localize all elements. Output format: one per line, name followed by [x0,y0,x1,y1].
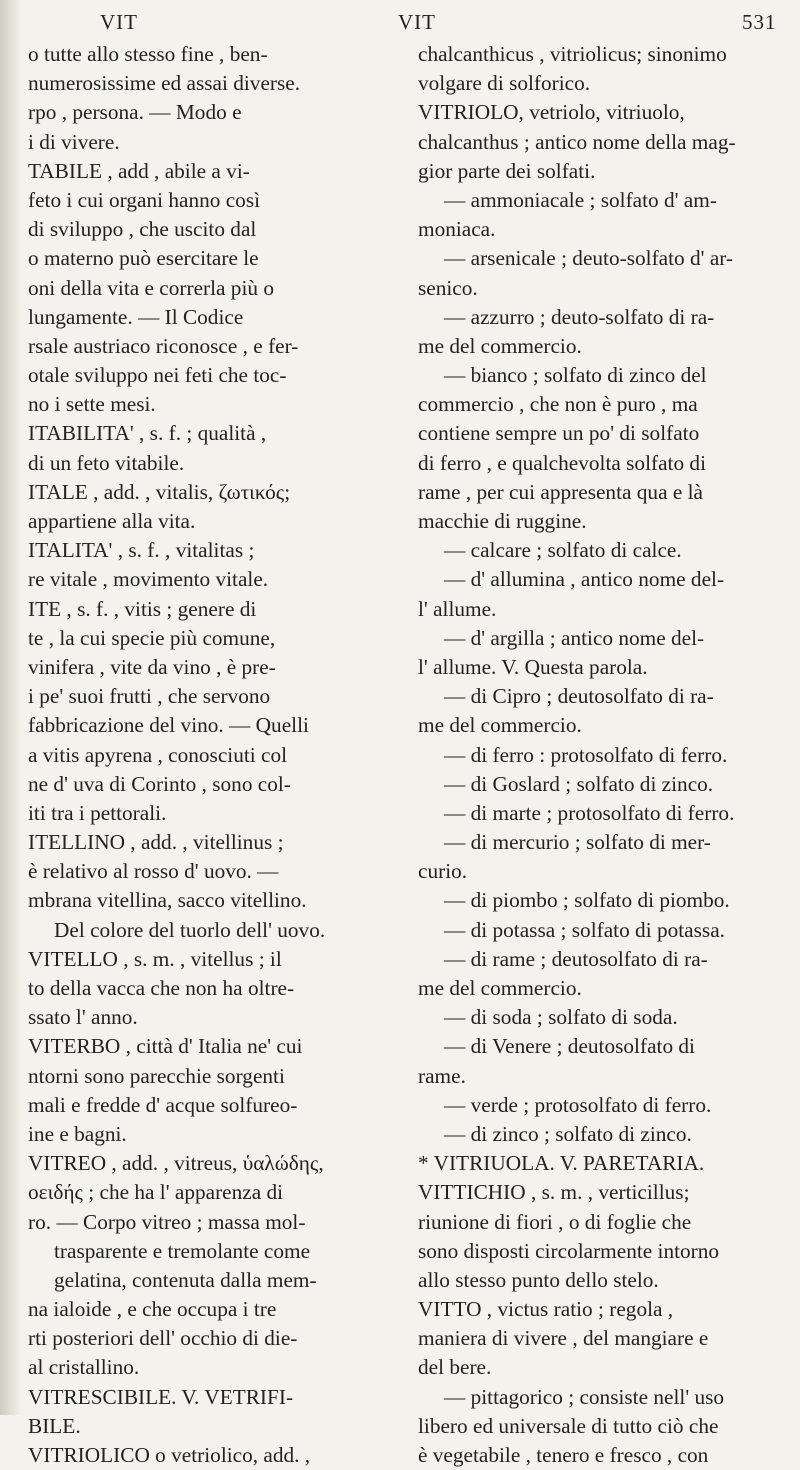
left-column-line: ro. — Corpo vitreo ; massa mol- [28,1209,306,1234]
left-column-line: otale sviluppo nei feti che toc- [28,363,287,388]
right-column-line: me del commercio. [418,333,582,358]
right-column-line: — d' argilla ; antico nome del- [444,625,705,650]
left-column-line: oni della vita e correrla più o [28,275,274,300]
left-column-line: TABILE , add , abile a vi- [28,158,250,183]
right-column-line: — azzurro ; deuto-solfato di ra- [444,304,715,329]
left-column-line: to della vacca che non ha oltre- [28,976,295,1000]
left-column-line: appartiene alla vita. [28,509,196,533]
right-column-line: — calcare ; solfato di calce. [444,538,682,563]
right-column-line: — di mercurio ; solfato di mer- [444,830,711,855]
left-column-line: ITALE , add. , vitalis, ζωτικός; [28,479,291,504]
right-column-line: maniera di vivere , del mangiare e [418,1326,709,1351]
right-column-line: — di zinco ; solfato di zinco. [444,1121,692,1146]
left-column-line: ITELLINO , add. , vitellinus ; [28,830,284,855]
right-column-header: VIT [398,10,436,34]
right-column-line: gior parte dei solfati. [418,158,596,183]
left-column-header: VIT [100,10,138,34]
right-column-line: VITTICHIO , s. m. , verticillus; [418,1180,690,1205]
left-column-line: numerosissime ed assai diverse. [28,71,301,96]
left-column-line: te , la cui specie più comune, [28,625,276,650]
right-column-line: — pittagorico ; consiste nell' uso [444,1384,725,1409]
right-column-line: — di rame ; deutosolfato di ra- [444,946,708,971]
right-column-line: — bianco ; solfato di zinco del [444,363,707,388]
right-column-line: VITTO , victus ratio ; regola , [418,1297,674,1322]
left-column-line: na ialoide , e che occupa i tre [28,1297,277,1322]
left-column-line: ntorni sono parecchie sorgenti [28,1063,285,1088]
left-column-line: VITERBO , città d' Italia ne' cui [28,1034,303,1059]
right-column-line: — di soda ; solfato di soda. [444,1005,678,1030]
right-column-line: rame , per cui appresenta qua e là [418,479,703,504]
left-column-line: o materno può esercitare le [28,246,259,271]
right-column-line: l' allume. [418,596,497,621]
right-column-line: me del commercio. [418,713,582,738]
right-column-line: VITRIOLO, vetriolo, vitriuolo, [418,100,685,125]
right-column-line: chalcanthus ; antico nome della mag- [418,129,736,154]
right-text-column [418,40,788,1470]
left-column-line: Del colore del tuorlo dell' uovo. [54,917,326,942]
left-column-line: gelatina, contenuta dalla mem- [54,1267,317,1292]
right-column-line: è vegetabile , tenero e fresco , con [418,1443,709,1467]
right-column-line: riunione di fiori , o di foglie che [418,1209,692,1234]
left-column-line: VITRIOLICO o vetriolico, add. , [28,1443,311,1467]
left-column-line: ITABILITA' , s. f. ; qualità , [28,421,267,446]
left-column-line: ITE , s. f. , vitis ; genere di [28,596,257,621]
right-column-line: sono disposti circolarmente intorno [418,1238,720,1263]
right-column-line: — di Goslard ; solfato di zinco. [444,771,714,796]
left-column-line: mbrana vitellina, sacco vitellino. [28,888,307,913]
right-column-line: di ferro , e qualchevolta solfato di [418,450,706,475]
left-column-line: οειδής ; che ha l' apparenza di [28,1180,284,1205]
right-column-line: libero ed universale di tutto ciò che [418,1413,719,1438]
left-column-line: VITRESCIBILE. V. VETRIFI- [28,1384,294,1409]
left-column-line: no i sette mesi. [28,392,156,417]
right-column-line: commercio , che non è puro , ma [418,392,698,417]
right-column-line: — di Venere ; deutosolfato di [444,1034,695,1059]
right-column-line: volgare di solforico. [418,71,591,96]
left-column-line: VITREO , add. , vitreus, ὑαλώδης, [28,1151,324,1176]
left-column-line: ne d' uva di Corinto , sono col- [28,771,291,796]
left-text-column [28,40,400,1470]
right-column-line: me del commercio. [418,976,582,1000]
right-column-line: l' allume. V. Questa parola. [418,654,648,679]
left-column-line: re vitale , movimento vitale. [28,567,269,592]
left-column-line: rpo , persona. — Modo e [28,100,242,125]
left-column-line: iti tra i pettorali. [28,800,167,825]
right-column-line: macchie di ruggine. [418,509,587,533]
right-column-line: — ammoniacale ; solfato d' am- [444,187,717,212]
right-column-line: — di marte ; protosolfato di ferro. [444,800,735,825]
right-column-line: — arsenicale ; deuto-solfato d' ar- [444,246,734,271]
left-column-line: è relativo al rosso d' uovo. — [28,859,279,884]
left-column-line: lungamente. — Il Codice [28,304,244,329]
left-column-line: trasparente e tremolante come [54,1238,311,1263]
right-column-line: contiene sempre un po' di solfato [418,421,700,446]
left-column-line: BILE. [28,1413,81,1438]
right-column-line: curio. [418,859,468,884]
left-column-line: o tutte allo stesso fine , ben- [28,42,268,66]
left-column-line: di un feto vitabile. [28,450,185,475]
left-column-line: a vitis apyrena , conosciuti col [28,742,288,767]
left-column-line: al cristallino. [28,1355,140,1380]
left-column-line: ine e bagni. [28,1121,127,1146]
left-column-line: ITALITA' , s. f. , vitalitas ; [28,538,255,563]
left-column-line: mali e fredde d' acque solfureo- [28,1092,298,1117]
right-column-line: moniaca. [418,217,496,242]
right-column-line: * VITRIUOLA. V. PARETARIA. [418,1151,705,1176]
right-column-line: — di potassa ; solfato di potassa. [444,917,725,942]
left-column-line: i pe' suoi frutti , che servono [28,684,271,709]
right-column-line: — di piombo ; solfato di piombo. [444,888,730,913]
right-column-line: — di ferro : protosolfato di ferro. [444,742,728,767]
right-column-line: senico. [418,275,478,300]
right-column-line: rame. [418,1063,466,1088]
right-column-line: chalcanthicus , vitriolicus; sinonimo [418,42,727,66]
left-column-line: rsale austriaco riconosce , e fer- [28,333,299,358]
right-column-line: — verde ; protosolfato di ferro. [444,1092,712,1117]
page-gutter-shadow [0,0,22,1415]
left-column-line: rti posteriori dell' occhio di die- [28,1326,298,1351]
left-column-line: VITELLO , s. m. , vitellus ; il [28,946,282,971]
left-column-line: vinifera , vite da vino , è pre- [28,654,276,679]
right-column-line: allo stesso punto dello stelo. [418,1267,659,1292]
left-column-line: i di vivere. [28,129,120,154]
right-column-line: — d' allumina , antico nome del- [444,567,725,592]
page-number: 531 [742,10,777,34]
left-column-line: feto i cui organi hanno così [28,187,261,212]
left-column-line: di sviluppo , che uscito dal [28,217,257,242]
left-column-line: fabbricazione del vino. — Quelli [28,713,309,738]
left-column-line: ssato l' anno. [28,1005,138,1030]
right-column-line: — di Cipro ; deutosolfato di ra- [444,684,714,709]
right-column-line: del bere. [418,1355,492,1380]
